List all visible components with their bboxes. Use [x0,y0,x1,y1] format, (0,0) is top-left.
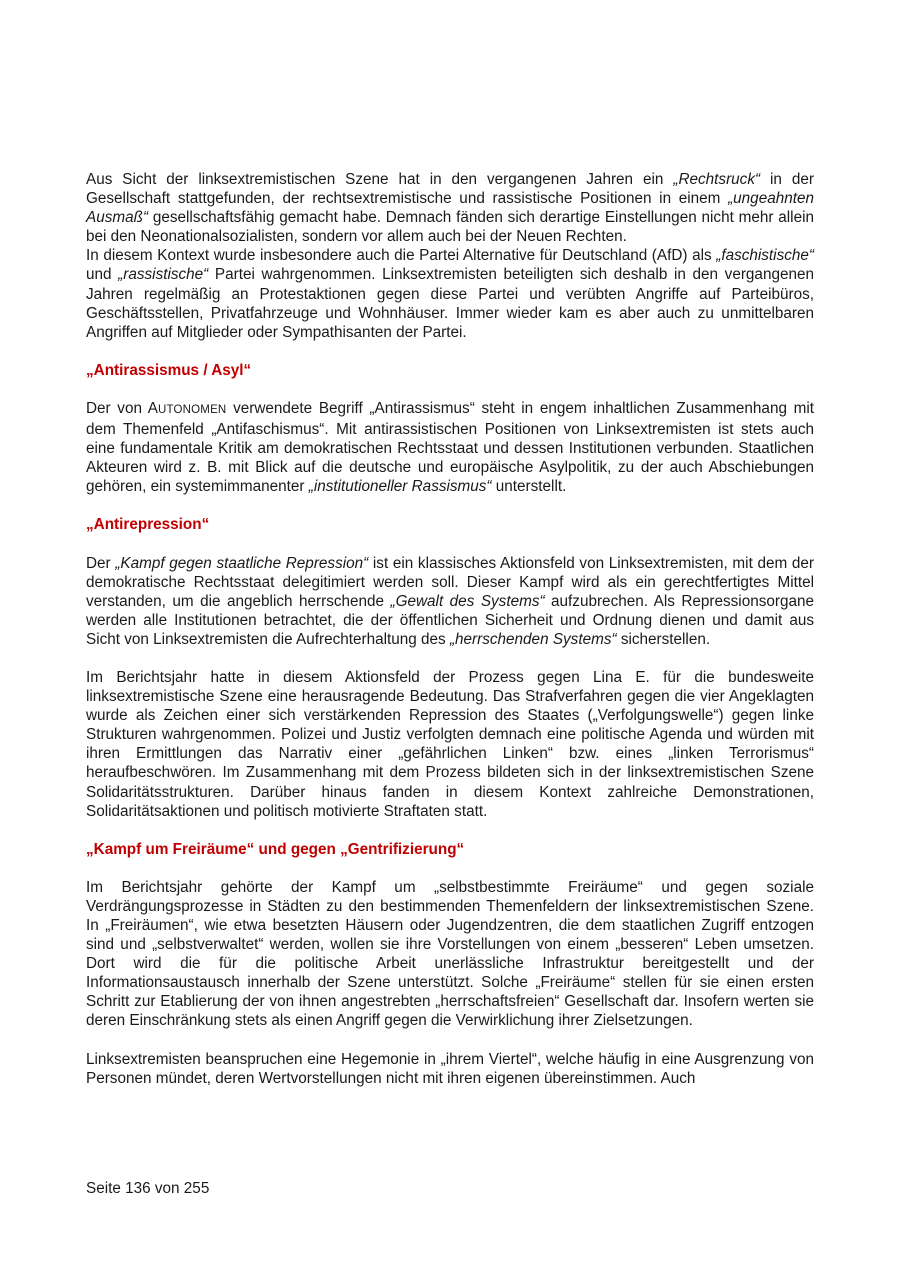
antirassismus-paragraph: Der von AUTONOMEN verwendete Begriff „Antirassismus“ steht in engem inhaltlichen Zusammenhang mit dem Themenfeld „Antifaschismus“. Mit antirassistischen Positionen von Linksextremisten ist stets auch eine fundamentale Kritik am demokratischen Rechtsstaat und dessen Institutionen verbunden. Staatlichen Akteuren wird z. B. mit Blick auf die deutsche und europäische Asylpolitik, zu der auch Abschiebungen gehören, ein systemimmanenter „institutioneller Rassismus“ unterstellt. [86,399,814,496]
intro-paragraph-1: Aus Sicht der linksextremistischen Szene hat in den vergangenen Jahren ein „Rechtsruck“ in der Gesellschaft stattgefunden, der rechtsextremistische und rassistische Positionen in einem „ungeahnten Ausmaß“ gesellschaftsfähig gemacht habe. Demnach fänden sich derartige Einstellungen nicht mehr allein bei den Neonationalsozialisten, sondern vor allem auch bei der Neuen Rechten. [86,171,814,246]
section-heading-freiraeume: „Kampf um Freiräume“ und gegen „Gentrifizierung“ [86,840,465,858]
freiraeume-paragraph-1: Im Berichtsjahr gehörte der Kampf um „selbstbestimmte Freiräume“ und gegen soziale Verdrängungsprozesse in Städten zu den bestimmenden Themenfeldern der linksextremistischen Szene. In „Freiräumen“, wie etwa besetzten Häusern oder Jugendzentren, die dem staatlichen Zugriff entzogen sind und „selbstverwaltet“ werden, wollen sie ihre Vorstellungen von einem „besseren“ Leben umsetzen. Dort wird die für die politische Arbeit unerlässliche Infrastruktur bereitgestellt und der Informationsaustausch innerhalb der Szene unterstützt. Solche „Freiräume“ stellen für sie einen ersten Schritt zur Etablierung der von ihnen angestrebten „herrschaftsfreien“ Gesellschaft dar. Insofern werten sie deren Einschränkung stets als einen Angriff gegen die Verwirklichung ihrer Zielsetzungen. [86,878,814,1030]
section-heading-antirepression: „Antirepression“ [86,516,210,534]
antirepression-paragraph-1: Der „Kampf gegen staatliche Repression“ ist ein klassisches Aktionsfeld von Linksextremisten, mit dem der demokratische Rechtsstaat delegitimiert werden soll. Dieser Kampf wird als ein gerechtfertigtes Mittel verstanden, um die angeblich herrschende „Gewalt des Systems“ aufzubrechen. Als Repressionsorgane werden alle Institutionen betrachtet, die der öffentlichen Sicherheit und Ordnung dienen und damit aus Sicht von Linksextremisten die Aufrechterhaltung des „herrschenden Systems“ sicherstellen. [86,554,815,648]
intro-paragraph-2: In diesem Kontext wurde insbesondere auch die Partei Alternative für Deutschland (AfD) als „faschistische“ und „rassistische“ Partei wahrgenommen. Linksextremisten beteiligten sich deshalb in den vergangenen Jahren regelmäßig an Protestaktionen gegen diese Partei und verübten Angriffe auf Parteibüros, Geschäftsstellen, Privatfahrzeuge und Wohnhäuser. Immer wieder kam es aber auch zu unmittelbaren Angriffen auf Mitglieder oder Sympathisanten der Partei. [86,247,814,341]
section-heading-antirassismus: „Antirassismus / Asyl“ [86,361,252,379]
freiraeume-paragraph-2: Linksextremisten beanspruchen eine Hegemonie in „ihrem Viertel“, welche häufig in eine Ausgrenzung von Personen mündet, deren Wertvorstellungen nicht mit ihren eigenen übereinstimmen. Auch [86,1050,814,1087]
document-body [86,170,814,1088]
page-number: Seite 136 von 255 [86,1180,210,1197]
antirepression-paragraph-2: Im Berichtsjahr hatte in diesem Aktionsfeld der Prozess gegen Lina E. für die bundesweite linksextremistische Szene eine herausragende Bedeutung. Das Strafverfahren gegen die vier Angeklagten wurde als Zeichen einer sich verstärkenden Repression des Staates („Verfolgungswelle“) gegen linke Strukturen wahrgenommen. Polizei und Justiz verfolgten demnach eine politische Agenda und würden mit ihren Ermittlungen das Narrativ einer „gefährlichen Linken“ bzw. eines „linken Terrorismus“ heraufbeschwören. Im Zusammenhang mit dem Prozess bildeten sich in der linksextremistischen Szene Solidaritätsstrukturen. Darüber hinaus fanden in diesem Kontext zahlreiche Demonstrationen, Solidaritätsaktionen und politisch motivierte Straftaten statt. [86,668,814,820]
